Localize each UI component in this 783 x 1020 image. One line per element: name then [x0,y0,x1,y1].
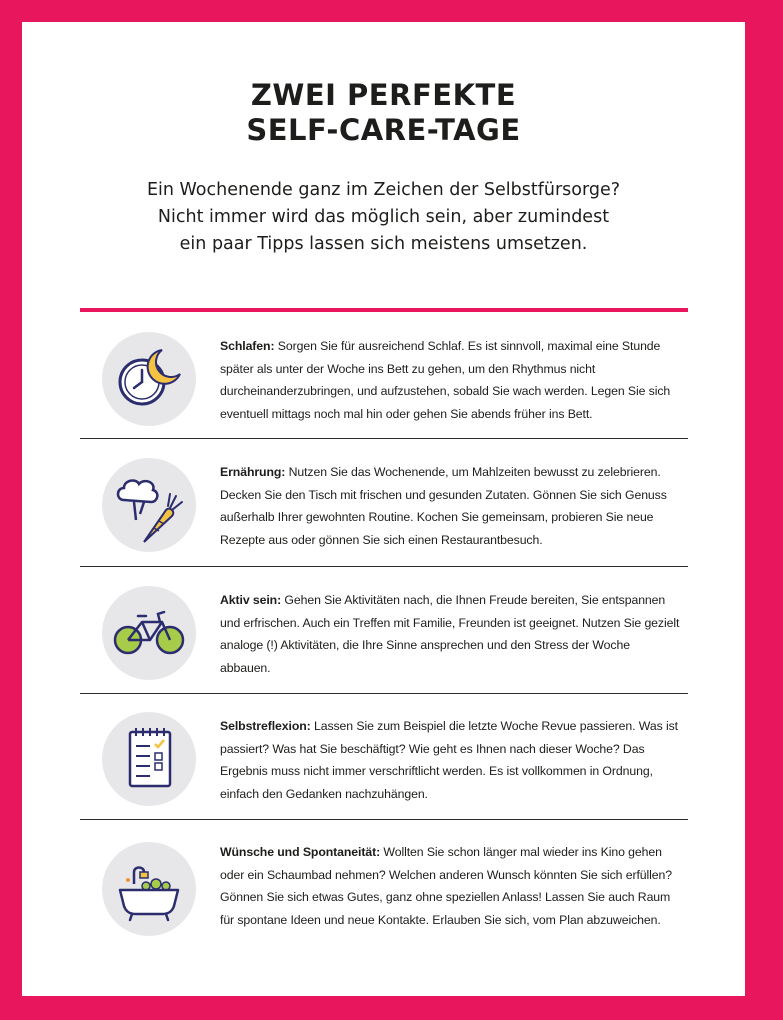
tip-body: Gehen Sie Aktivitäten nach, die Ihnen Freude bereiten, Sie entspannen und erfrischen. Auch ein Treffen mit Familie, Freunden ist geeignet. Nutzen Sie gezielt analoge (!) Aktivitäten, die Ihre Sinne ansprechen und den Stress der Woche abbauen. [220,593,680,675]
tip-item-wuensche [80,836,688,966]
tip-heading: Selbstreflexion: [220,719,311,733]
icon-circle [102,586,196,680]
page-title [22,78,745,148]
tip-body: Nutzen Sie das Wochenende, um Mahlzeiten bewusst zu zelebrieren. Decken Sie den Tisch mit frischen und gesunden Zutaten. Gönnen Sie sich Genuss außerhalb Ihrer gewohnten Routine. Kochen Sie gemeinsam, probieren Sie neue Rezepte aus oder gönnen Sie sich einen Restaurantbesuch. [220,465,667,547]
tip-item-selbstreflexion [80,710,688,820]
tip-heading: Ernährung: [220,465,286,479]
tip-heading: Wünsche und Spontaneität: [220,845,381,859]
tip-body: Sorgen Sie für ausreichend Schlaf. Es ist sinnvoll, maximal eine Stunde später als unter der Woche ins Bett zu gehen, um den Rhythmus nicht durcheinanderzubringen, und aufzustehen, sobald Sie wach werden. Legen Sie sich eventuell mittags noch mal hin oder gehen Sie abends früher ins Bett. [220,339,671,421]
tip-item-ernaehrung [80,456,688,566]
icon-circle [102,458,196,552]
tip-text [220,589,682,679]
bicycle-icon [102,586,196,680]
tip-body: Lassen Sie zum Beispiel die letzte Woche Revue passieren. Was ist passiert? Was hat Sie beschäftigt? Wie geht es Ihnen nach dieser Woche? Das Ergebnis muss nicht immer verschriftlicht werden. Es ist vollkommen in Ordnung, einfach den Gedanken nachzuhängen. [220,719,678,801]
content-card [22,22,745,996]
tip-heading: Aktiv sein: [220,593,282,607]
tip-text [220,841,682,931]
title-line-2: SELF-CARE-TAGE [246,113,521,147]
tip-item-schlafen [80,330,688,440]
bathtub-icon [102,842,196,936]
divider [80,566,688,567]
tip-heading: Schlafen: [220,339,275,353]
broccoli-carrot-icon [102,458,196,552]
intro-line-2: Nicht immer wird das möglich sein, aber zumindest [157,207,610,227]
icon-circle [102,332,196,426]
checklist-notepad-icon [102,712,196,806]
divider [80,819,688,820]
icon-circle [102,842,196,936]
clock-moon-icon [102,332,196,426]
icon-circle [102,712,196,806]
tip-text [220,461,682,551]
tip-text [220,335,682,425]
tip-item-aktiv-sein [80,584,688,694]
title-line-1: ZWEI PERFEKTE [250,78,517,112]
tip-body: Wollten Sie schon länger mal wieder ins Kino gehen oder ein Schaumbad nehmen? Welchen anderen Wunsch könnten Sie sich erfüllen? Gönnen Sie sich etwas Gutes, ganz ohne speziellen Anlass! Lassen Sie auch Raum für spontane Ideen und neue Kontakte. Erlauben Sie sich, vom Plan abzuweichen. [220,845,673,927]
divider [80,693,688,694]
accent-divider [80,308,688,312]
tip-text [220,715,682,805]
intro-line-3: ein paar Tipps lassen sich meistens umsetzen. [179,234,588,254]
divider [80,438,688,439]
intro-text [22,177,745,258]
intro-line-1: Ein Wochenende ganz im Zeichen der Selbstfürsorge? [146,180,621,200]
